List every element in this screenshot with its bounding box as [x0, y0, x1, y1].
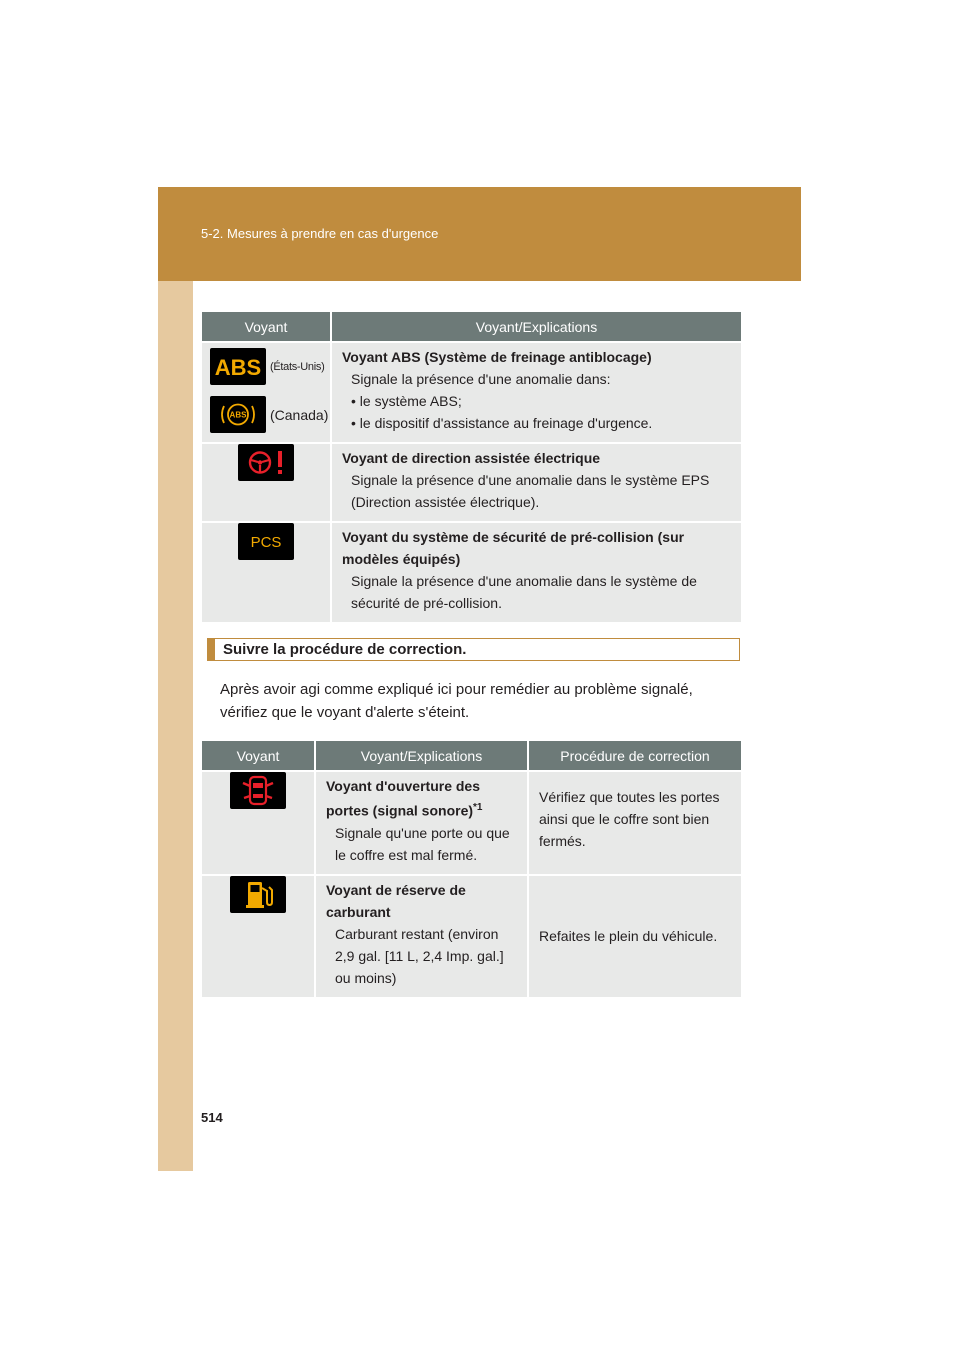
eps-description: Signale la présence d'une anomalie dans le système EPS (Direction assistée électrique). [351, 472, 710, 510]
pcs-icon-cell [202, 522, 331, 622]
pcs-warning-icon [238, 523, 294, 560]
pcs-title: Voyant du système de sécurité de pré-collision (sur modèles équipés) [342, 529, 685, 567]
page-number: 514 [201, 1110, 223, 1125]
door-explanation-cell [315, 771, 528, 875]
correction-procedure-table [202, 741, 741, 997]
header-explications: Voyant/Explications [315, 741, 528, 771]
warning-lights-table [202, 312, 741, 622]
side-strip [158, 187, 193, 1171]
abs-warning-light-icon [210, 348, 266, 385]
fuel-procedure-cell [528, 875, 741, 997]
table-row [202, 443, 741, 522]
fuel-low-warning-icon [230, 876, 286, 913]
power-steering-warning-icon [238, 444, 294, 481]
fuel-description: Carburant restant (environ 2,9 gal. [11 L, 2,4 Imp. gal.] ou moins) [335, 925, 504, 986]
door-title: Voyant d'ouverture des portes (signal sonore) [326, 778, 480, 819]
svg-text:ABS: ABS [229, 410, 247, 420]
table-row [202, 771, 741, 875]
door-description: Signale qu'une porte ou que le coffre est mal fermé. [335, 824, 510, 863]
header-procedure: Procédure de correction [528, 741, 741, 771]
pcs-icon-text: PCS [250, 534, 282, 551]
abs-description: Signale la présence d'une anomalie dans: [351, 371, 611, 387]
door-procedure-cell [528, 771, 741, 875]
pcs-description: Signale la présence d'une anomalie dans le système de sécurité de pré-collision. [351, 573, 697, 611]
fuel-explanation-cell [315, 875, 528, 997]
table-header-row [202, 741, 741, 771]
fuel-icon-cell [202, 875, 315, 997]
svg-text:ABS: ABS [214, 355, 262, 380]
door-icon-cell [202, 771, 315, 875]
header-explications: Voyant/Explications [331, 312, 741, 342]
eps-icon-cell [202, 443, 331, 522]
abs-bullet-2: • le dispositif d'assistance au freinage d'urgence. [351, 415, 653, 431]
region-canada-label: (Canada) [270, 406, 329, 423]
section-header: 5-2. Mesures à prendre en cas d'urgence [201, 226, 439, 241]
abs-icon-cell [202, 342, 331, 443]
section-title: Suivre la procédure de correction. [207, 638, 740, 661]
eps-explanation-cell [331, 443, 741, 522]
door-open-warning-icon [230, 772, 286, 809]
region-us-label: (États-Unis) [270, 360, 325, 373]
instruction-paragraph: Après avoir agi comme expliqué ici pour remédier au problème signalé, vérifiez que le voyant d'alerte s'éteint. [220, 681, 693, 721]
footnote-mark: *1 [473, 802, 483, 813]
table-header-row [202, 312, 741, 342]
header-voyant: Voyant [202, 741, 315, 771]
table-row [202, 522, 741, 622]
table-row [202, 342, 741, 443]
table-row [202, 875, 741, 997]
pcs-explanation-cell [331, 522, 741, 622]
abs-title: Voyant ABS (Système de freinage antiblocage) [342, 349, 652, 365]
header-voyant: Voyant [202, 312, 331, 342]
abs-explanation-cell [331, 342, 741, 443]
abs-bullet-1: • le système ABS; [351, 393, 462, 409]
fuel-title: Voyant de réserve de carburant [326, 881, 466, 920]
fuel-procedure: Refaites le plein du véhicule. [539, 928, 718, 945]
abs-canada-warning-icon [210, 396, 266, 433]
eps-title: Voyant de direction assistée électrique [342, 450, 601, 466]
door-procedure: Vérifiez que toutes les portes ainsi que le coffre sont bien fermés. [539, 789, 720, 849]
